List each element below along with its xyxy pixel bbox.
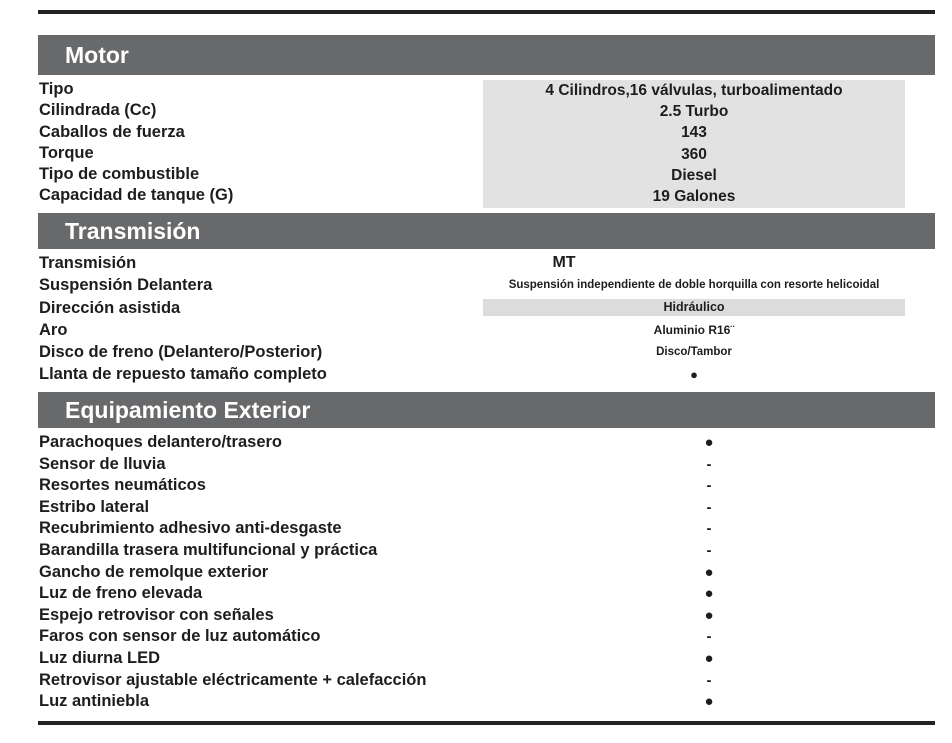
section-header-transmision [38,213,935,249]
motor-labels-column [39,79,233,207]
feature-dash: - [706,628,712,646]
spec-value: 19 Galones [652,187,736,205]
feature-dot: ● [704,434,714,451]
transmision-labels-column [39,252,327,386]
feature-dot: ● [704,606,714,624]
spec-label: Dirección asistida [39,298,181,317]
feature-dot: ● [690,367,698,383]
spec-label: Llanta de repuesto tamaño completo [39,365,327,384]
equipamiento-values-column [498,432,920,713]
feature-dot: ● [704,649,714,667]
spec-label: Suspensión Delantera [39,276,213,295]
feature-dash: - [706,477,712,495]
spec-value-band [483,297,905,319]
spec-sheet [38,0,935,743]
spec-value: Disco/Tambor [656,346,732,359]
spec-value: MT [552,254,576,272]
spec-label: Capacidad de tanque (G) [39,186,234,205]
spec-value: Hidráulico [483,299,905,316]
feature-dot: ● [704,693,714,711]
spec-value: Diesel [671,166,717,184]
spec-label: Torque [39,143,94,162]
equipamiento-labels-column [39,432,426,713]
spec-value: Aluminio R16¨ [653,323,735,338]
feature-dash: - [706,498,712,516]
spec-label: Recubrimiento adhesivo anti-desgaste [39,519,342,538]
feature-dash: - [706,541,712,559]
feature-dot: ● [704,585,714,603]
spec-label: Aro [39,320,68,339]
spec-label: Estribo lateral [39,497,150,516]
spec-value: 143 [681,124,707,142]
section-header-equipamiento-exterior [38,392,935,428]
motor-values-box [483,80,905,208]
spec-label: Barandilla trasera multifuncional y práctica [39,540,378,559]
spec-label: Espejo retrovisor con señales [39,605,274,624]
bottom-rule [38,721,935,725]
section-title: Transmisión [65,217,201,244]
feature-dash: - [706,671,712,689]
feature-dash: - [706,455,712,473]
spec-label: Luz diurna LED [39,648,160,667]
section-title: Motor [65,41,129,68]
top-rule [38,10,935,14]
transmision-values-column [483,252,905,386]
spec-label: Retrovisor ajustable eléctricamente + calefacción [39,670,427,689]
spec-label: Luz de freno elevada [39,584,203,603]
spec-value: 4 Cilindros,16 válvulas, turboalimentado [545,82,843,99]
feature-dot: ● [704,563,714,581]
spec-label: Resortes neumáticos [39,476,206,495]
spec-label: Parachoques delantero/trasero [39,433,283,451]
spec-value: Suspensión independiente de doble horquilla con resorte helicoidal [508,279,880,292]
spec-label: Faros con sensor de luz automático [39,627,321,646]
spec-label: Cilindrada (Cc) [39,101,157,120]
section-header-motor [38,35,935,75]
spec-label: Sensor de lluvia [39,454,166,473]
spec-value: 2.5 Turbo [659,103,729,121]
spec-label: Transmisión [39,254,137,272]
spec-label: Tipo [39,80,74,98]
section-title: Equipamiento Exterior [65,396,311,423]
spec-label: Tipo de combustible [39,165,200,184]
spec-value: 360 [681,145,707,163]
spec-label: Gancho de remolque exterior [39,562,269,581]
spec-label: Luz antiniebla [39,692,150,711]
feature-dash: - [706,520,712,538]
spec-label: Disco de freno (Delantero/Posterior) [39,343,323,362]
spec-label: Caballos de fuerza [39,122,185,141]
